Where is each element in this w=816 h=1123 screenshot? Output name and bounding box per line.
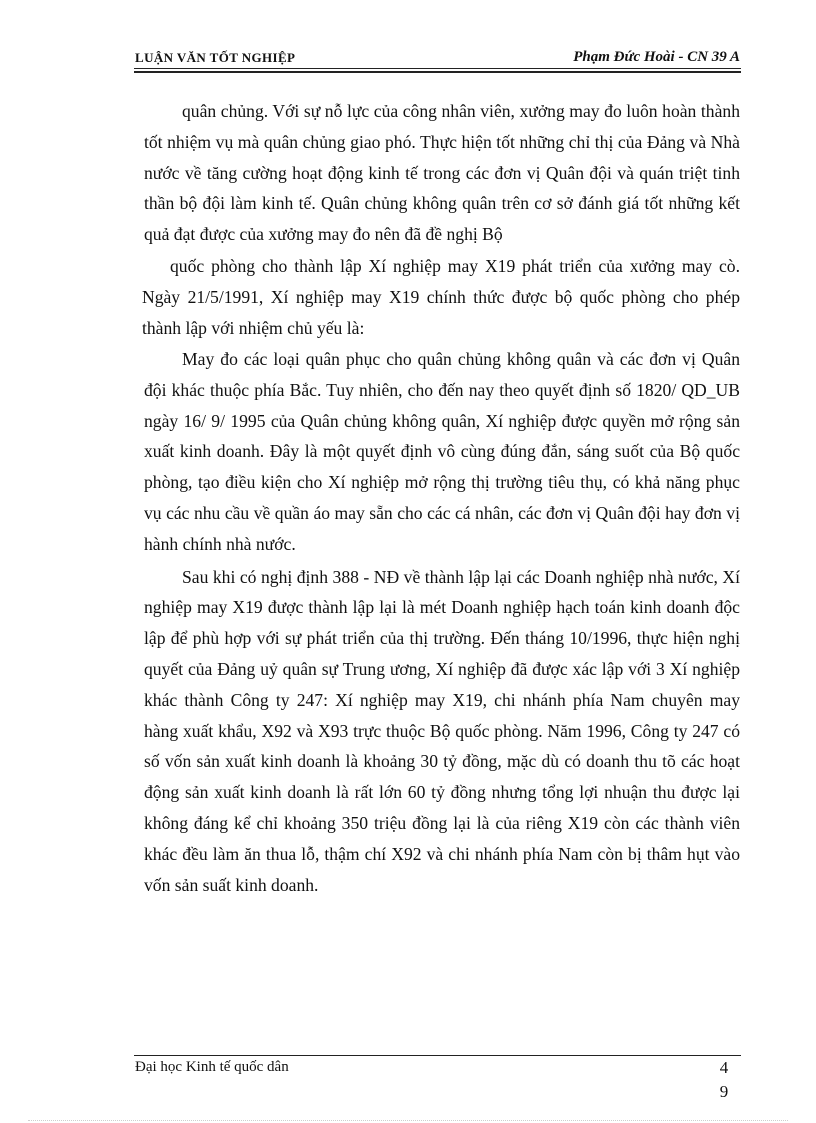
paragraph-continuation-2: quốc phòng cho thành lập Xí nghiệp may X19 phát triển của xưởng may cò. Ngày 21/5/1991, Xí nghiệp may X19 chính thức được bộ quốc phòng cho phép thành lập với nhiệm chủ yếu là: bbox=[142, 256, 740, 338]
page-number-digit-2: 9 bbox=[719, 1082, 729, 1101]
page-edge-divider bbox=[28, 1120, 788, 1121]
header-rule-thick bbox=[134, 71, 741, 73]
paragraph-4: Sau khi có nghị định 388 - NĐ về thành lập lại các Doanh nghiệp nhà nước, Xí nghiệp may X19 được thành lập lại là mét Doanh nghiệp hạch toán kinh doanh độc lập để phù hợp với sự phát triển của thị trường. Đến tháng 10/1996, thực hiện nghị quyết của Đảng uỷ quân sự Trung ương, Xí nghiệp đã được xác lập với 3 Xí nghiệp khác thành Công ty 247: Xí nghiệp may X19, chi nhánh phía Nam chuyên may hàng xuất khẩu, X92 và X93 trực thuộc Bộ quốc phòng. Năm 1996, Công ty 247 có số vốn sản xuất kinh doanh là khoảng 30 tỷ đồng, mặc dù có doanh thu tõ các hoạt động sản xuất kinh doanh là rất lớn 60 tỷ đồng nhưng tổng lợi nhuận thu được lại không đáng kể chỉ khoảng 350 triệu đồng lại là của riêng X19 còn các thành viên khác đều làm ăn thua lỗ, thậm chí X92 và chi nhánh phía Nam còn bị thâm hụt vào vốn sản suất kinh doanh. bbox=[144, 566, 740, 895]
body-block-3 bbox=[144, 344, 740, 900]
header-author: Phạm Đức Hoài - CN 39 A bbox=[573, 49, 740, 65]
footer-university: Đại học Kinh tế quốc dân bbox=[135, 1059, 289, 1075]
paragraph-continuation: quân chủng. Với sự nỗ lực của công nhân viên, xưởng may đo luôn hoàn thành tốt nhiệm vụ mà quân chủng giao phó. Thực hiện tốt những chỉ thị của Đảng và Nhà nước về tăng cường hoạt động kinh tế trong các đơn vị Quân đội và quán triệt tinh thần bộ đội làm kinh tế. Quân chủng không quân trên cơ sở đánh giá tốt những kết quả đạt được của xưởng may đo nên đã đề nghị Bộ bbox=[144, 101, 740, 245]
header-rule-thin bbox=[134, 68, 741, 69]
paragraph-3: May đo các loại quân phục cho quân chủng không quân và các đơn vị Quân đội khác thuộc phía Bắc. Tuy nhiên, cho đến nay theo quyết định số 1820/ QD_UB ngày 16/ 9/ 1995 của Quân chủng không quân, Xí nghiệp được quyền mở rộng sản xuất kinh doanh. Đây là một quyết định vô cùng đúng đắn, sáng suốt của Bộ quốc phòng, tạo điều kiện cho Xí nghiệp mở rộng thị trường tiêu thụ, có khả năng phục vụ các nhu cầu về quần áo may sẵn cho các cá nhân, các đơn vị Quân đội hay đơn vị hành chính nhà nước. bbox=[144, 349, 740, 554]
body-block-2 bbox=[144, 251, 740, 343]
body-block-1 bbox=[144, 96, 740, 250]
footer-rule bbox=[134, 1055, 741, 1056]
page-number bbox=[712, 1056, 736, 1104]
header-title: LUẬN VĂN TỐT NGHIỆP bbox=[135, 50, 296, 65]
page-number-digit-1: 4 bbox=[719, 1058, 729, 1077]
